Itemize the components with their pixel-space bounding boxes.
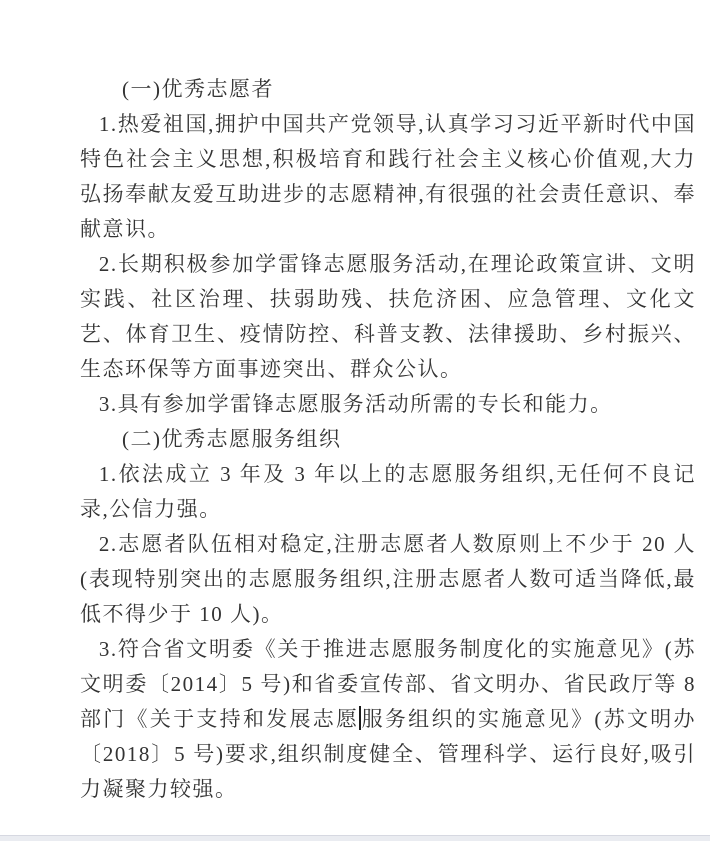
section-1-paragraph-1: 1.热爱祖国,拥护中国共产党领导,认真学习习近平新时代中国特色社会主义思想,积极培育和践行社会主义核心价值观,大力弘扬奉献友爱互助进步的志愿精神,有很强的社会责任意识、奉献意识。 <box>80 112 696 241</box>
section-1-paragraph-3: 3.具有参加学雷锋志愿服务活动所需的专长和能力。 <box>98 392 613 416</box>
section-2-paragraph-2: 2.志愿者队伍相对稳定,注册志愿者人数原则上不少于 20 人(表现特别突出的志愿服务组织,注册志愿者人数可适当降低,最低不得少于 10 人)。 <box>80 532 696 626</box>
section-1-heading: (一)优秀志愿者 <box>122 77 274 101</box>
section-1-paragraph-2: 2.长期积极参加学雷锋志愿服务活动,在理论政策宣讲、文明实践、社区治理、扶弱助残、扶危济困、应急管理、文化文艺、体育卫生、疫情防控、科普支教、法律援助、乡村振兴、生态环保等方面事迹突出、群众公认。 <box>80 252 696 381</box>
section-2-paragraph-1: 1.依法成立 3 年及 3 年以上的志愿服务组织,无任何不良记录,公信力强。 <box>80 462 696 521</box>
page-bottom-background <box>0 836 710 841</box>
document-content <box>80 72 696 807</box>
section-2-heading: (二)优秀志愿服务组织 <box>122 427 342 451</box>
paragraph-text-after-cursor: 服务组织的实施意见》(苏文明办〔2018〕5 号)要求,组织制度健全、管理科学、运行良好,吸引力凝聚力较强。 <box>80 707 697 801</box>
paragraph-text-before-cursor: 3.符合省文明委《关于推进志愿服务制度化的实施意见》(苏文明委〔2014〕5 号)和省委宣传部、省文明办、省民政厅等 8 部门《关于支持和发展志愿 <box>80 637 696 731</box>
section-2-paragraph-3 <box>80 632 696 807</box>
